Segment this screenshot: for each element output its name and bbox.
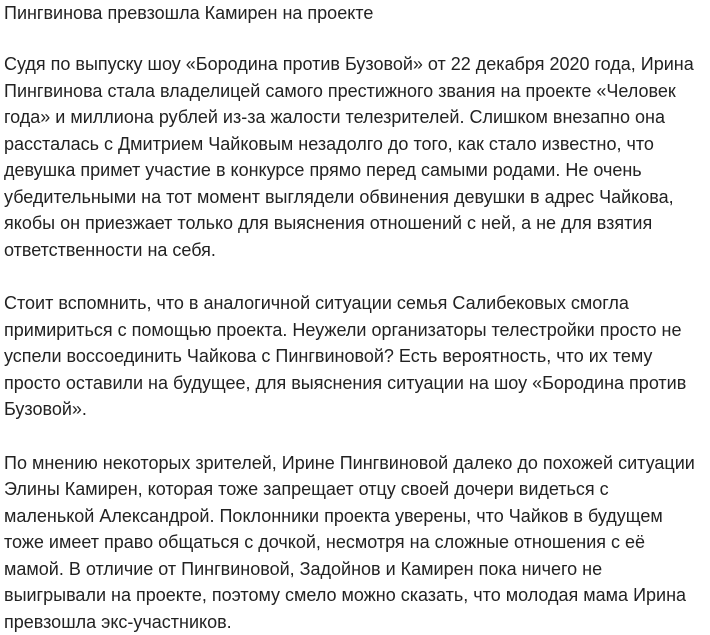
article-paragraph-2: Стоит вспомнить, что в аналогичной ситуации семья Салибековых смогла примириться с помощью проекта. Неужели организаторы телестройки просто не успели воссоединить Чайкова с Пингвиновой? Есть вероятность, что их тему просто оставили на будущее, для выяснения ситуации на шоу «Бородина против Бузовой». [4,290,700,423]
article-paragraph-1: Судя по выпуску шоу «Бородина против Бузовой» от 22 декабря 2020 года, Ирина Пингвинова стала владелицей самого престижного звания на проекте «Человек года» и миллиона рублей из-за жалости телезрителей. Слишком внезапно она рассталась с Дмитрием Чайковым незадолго до того, как стало известно, что девушка примет участие в конкурсе прямо перед самыми родами. Не очень убедительными на тот момент выглядели обвинения девушки в адрес Чайкова, якобы он приезжает только для выяснения отношений с ней, а не для взятия ответственности на себя. [4,51,700,263]
article-title: Пингвинова превзошла Камирен на проекте [4,0,700,26]
article-paragraph-3: По мнению некоторых зрителей, Ирине Пингвиновой далеко до похожей ситуации Элины Камирен, которая тоже запрещает отцу своей дочери видеться с маленькой Александрой. Поклонники проекта уверены, что Чайков в будущем тоже имеет право общаться с дочкой, несмотря на сложные отношения с её мамой. В отличие от Пингвиновой, Задойнов и Камирен пока ничего не выигрывали на проекте, поэтому смело можно сказать, что молодая мама Ирина превзошла экс-участников. [4,450,700,635]
